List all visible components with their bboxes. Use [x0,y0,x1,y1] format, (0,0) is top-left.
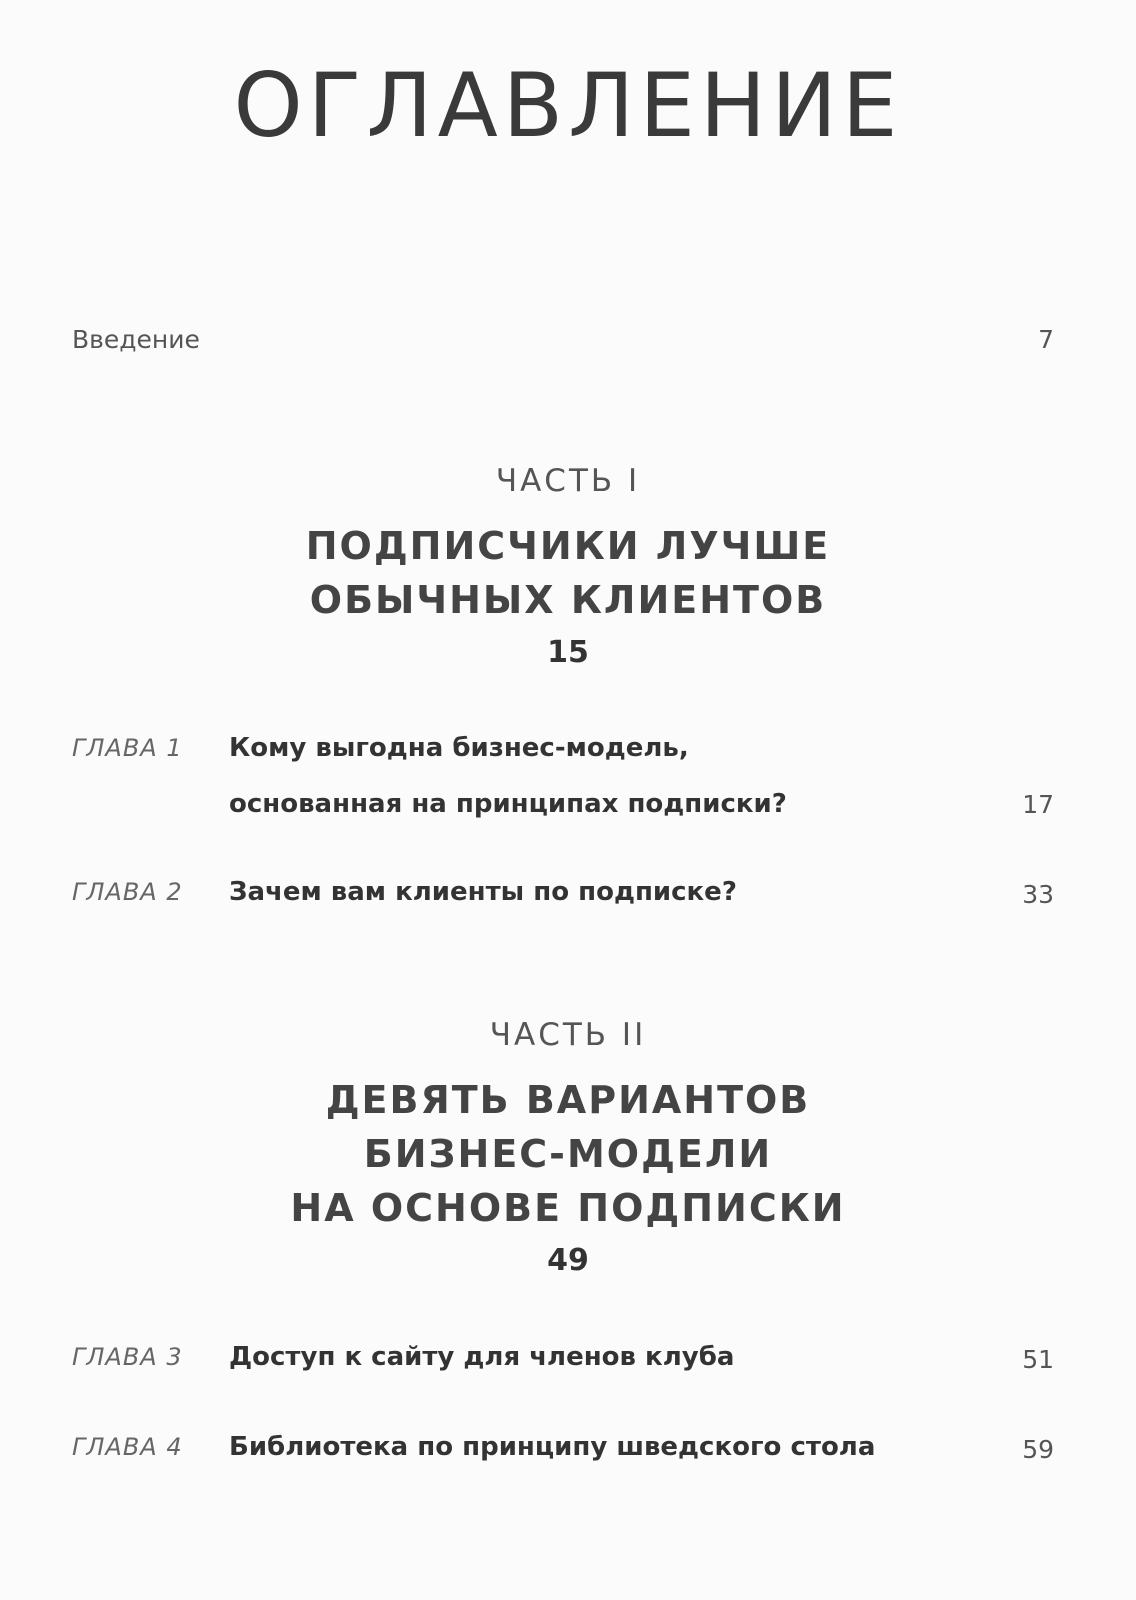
part-2-heading[interactable] [0,1017,1136,1278]
chapter-3-title [229,1329,734,1385]
chapter-1-page-number: 17 [1022,790,1054,819]
chapter-1-title [229,720,787,832]
part-2-title-line: БИЗНЕС-МОДЕЛИ [363,1132,773,1176]
introduction-label: Введение [72,325,200,354]
chapter-1-label: ГЛАВА 1 [72,734,183,762]
part-2-page-number: 49 [547,1243,589,1278]
part-2-label: ЧАСТЬ II [489,1017,647,1053]
chapter-3-label: ГЛАВА 3 [72,1343,183,1371]
introduction-page-number: 7 [1038,325,1054,354]
part-1-title [0,519,1136,627]
part-2-title-line: ДЕВЯТЬ ВАРИАНТОВ [325,1078,811,1122]
part-2-title [0,1073,1136,1235]
chapter-4-page-number: 59 [1022,1435,1054,1464]
part-1-title-line: ПОДПИСЧИКИ ЛУЧШЕ [305,524,831,568]
chapter-2-title-line: Зачем вам клиенты по подписке? [229,877,737,907]
page-title: ОГЛАВЛЕНИЕ [233,54,903,157]
part-1-label: ЧАСТЬ I [495,463,641,499]
chapter-1-title-line: Кому выгодна бизнес-модель, [229,733,689,763]
chapter-4-title-line: Библиотека по принципу шведского стола [229,1432,876,1462]
chapter-4-label: ГЛАВА 4 [72,1433,183,1461]
chapter-2-page-number: 33 [1022,880,1054,909]
chapter-4-title [229,1419,875,1475]
part-1-page-number: 15 [547,635,589,670]
chapter-3-page-number: 51 [1022,1345,1054,1374]
part-2-title-line: НА ОСНОВЕ ПОДПИСКИ [290,1186,846,1230]
chapter-1-title-line: основанная на принципах подписки? [229,789,787,819]
chapter-2-title [229,864,737,920]
chapter-3-title-line: Доступ к сайту для членов клуба [229,1342,735,1372]
chapter-2-label: ГЛАВА 2 [72,878,183,906]
part-1-heading[interactable] [0,463,1136,670]
part-1-title-line: ОБЫЧНЫХ КЛИЕНТОВ [309,578,827,622]
